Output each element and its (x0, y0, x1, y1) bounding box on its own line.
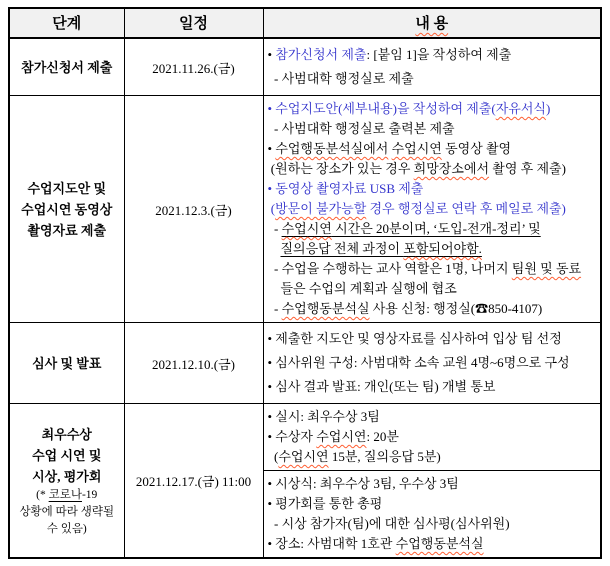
text-segment: ( (267, 201, 276, 216)
text-segment: 사용 신청: 행정실(☎850-4107) (369, 301, 543, 316)
content-line (268, 159, 598, 179)
text-segment: (원하는 장소가 있는 경우 (267, 161, 414, 176)
text-segment: • 제출한 지도안 및 영상자료를 심사하여 입상 팀 선정 (267, 331, 562, 346)
table-row (9, 38, 601, 96)
content-line (268, 179, 598, 199)
text-segment: - (267, 301, 282, 316)
text-segment: 경우 행정실로 연락 후 메일로 제출) (366, 201, 566, 216)
content-line (268, 219, 598, 239)
header-content-label: 내 용 (415, 16, 449, 32)
table-row (9, 323, 601, 404)
text-segment: • 수업지도안(세부내용)을 작성하여 제출( (267, 101, 496, 116)
schedule-cell (124, 38, 263, 96)
text-segment: 희망장소에서 (413, 161, 490, 176)
header-schedule-label: 일정 (179, 16, 208, 32)
text-segment: • 실시: 최우수상 3팀 (267, 409, 380, 424)
content-block (264, 404, 601, 470)
text-segment: • 장소: 사범대학 1호관 (267, 536, 396, 551)
schedule-date: 2021.12.17.(금) 11:00 (135, 474, 252, 489)
header-row (9, 8, 601, 38)
header-stage-label: 단계 (52, 16, 82, 32)
table-row (9, 404, 601, 559)
text-segment: - 시상 참가자(팀)에 대한 심사평(심사위원) (267, 516, 510, 531)
content-line (268, 43, 598, 67)
text-segment: 수업시연 (391, 141, 442, 156)
text-segment: 수업시연 (316, 429, 367, 444)
text-segment: • 시상식: 최우수상 3팀, 우수상 3팀 (267, 476, 459, 491)
schedule-cell (124, 323, 263, 404)
text-segment: 들은 수업의 계획과 실행에 협조 (267, 281, 457, 296)
stage-line: 수업 시연 및 (32, 447, 102, 463)
text-segment: : [붙임 1]을 작성하여 제출 (366, 47, 512, 62)
text-segment: • 심사 결과 발표: 개인(또는 팀) 개별 통보 (267, 379, 496, 394)
stage-line: 최우수상 (41, 426, 92, 442)
text-segment: 상황에 따라 생략될 (19, 505, 115, 518)
text-segment: 수업행동분석실 (281, 301, 370, 316)
stage-cell (9, 404, 124, 559)
text-segment: • 평가회를 통한 총평 (267, 496, 383, 511)
text-segment: 수업행동분석실에서 (275, 141, 389, 156)
text-segment: 코로나 (48, 488, 82, 501)
content-line (268, 327, 598, 351)
content-block (264, 39, 601, 95)
content-line (268, 427, 598, 447)
text-segment: 15분, 질의응답 5분) (328, 449, 441, 464)
stage-note-line (11, 487, 123, 504)
text-segment: 질의응답 전체 과정이 (280, 241, 404, 256)
text-segment: 수업시연 (281, 221, 332, 236)
stage-cell (9, 96, 124, 323)
schedule-table (8, 7, 602, 559)
text-segment: 자유서식 (495, 101, 546, 116)
content-line (268, 299, 598, 319)
text-segment: 수 있음) (46, 522, 87, 535)
text-segment: - (267, 221, 282, 236)
schedule-date: 2021.12.10.(금) (152, 356, 235, 372)
table-row (9, 96, 601, 323)
content-line (268, 67, 598, 91)
stage-note-line (11, 504, 123, 521)
content-line (268, 239, 598, 259)
content-line (268, 494, 598, 514)
text-segment: • 동영상 촬영자료 USB 제출 (267, 181, 424, 196)
content-line (268, 375, 598, 399)
text-segment: - 사범대학 행정실로 제출 (267, 71, 414, 86)
text-segment: (* (36, 488, 49, 501)
content-line (268, 199, 598, 219)
text-segment: 수업행동분석실 (395, 536, 484, 551)
content-block (264, 96, 601, 322)
text-segment (282, 221, 332, 236)
table-body (9, 38, 601, 558)
stage-line: 심사 및 발표 (32, 355, 102, 371)
content-line (268, 351, 598, 375)
content-line (268, 119, 598, 139)
text-segment: : 20분 (366, 429, 399, 444)
content-line (268, 514, 598, 534)
text-segment: 시간은 20분이며, ‘도입-전개-정리’ 및 (331, 221, 541, 236)
stage-line: 시상, 평가회 (32, 468, 102, 484)
content-block (264, 323, 601, 403)
text-segment: • 심사위원 구성: 사범대학 소속 교원 4명~6명으로 구성 (267, 355, 570, 370)
stage-line: 수업지도안 및 (27, 180, 107, 196)
header-schedule (124, 8, 263, 38)
content-line (268, 447, 598, 467)
text-segment (403, 241, 482, 256)
text-segment: • (267, 141, 276, 156)
stage-cell (9, 323, 124, 404)
text-segment: • 수상자 (267, 429, 317, 444)
content-cell (263, 96, 601, 323)
text-segment: 촬영 후 제출) (489, 161, 566, 176)
content-line (268, 259, 598, 279)
content-cell (263, 404, 601, 559)
content-cell (263, 323, 601, 404)
text-segment: 팀원 및 동료 (511, 261, 582, 276)
schedule-cell (124, 404, 263, 559)
stage-cell (9, 38, 124, 96)
schedule-date: 2021.12.3.(금) (155, 202, 232, 218)
stage-line: 촬영자료 제출 (27, 222, 107, 238)
content-line (268, 534, 598, 554)
text-segment: 포함되어야함. (403, 241, 482, 256)
text-segment: ( (267, 449, 279, 464)
text-segment (268, 241, 281, 256)
text-segment: - 사범대학 행정실로 출력본 제출 (267, 121, 455, 136)
schedule-cell (124, 96, 263, 323)
stage-note-line (11, 521, 123, 538)
text-segment: 방문이 불가능할 (275, 201, 367, 216)
text-segment: ) (545, 101, 551, 116)
text-segment: 참가신청서 제출 (275, 47, 367, 62)
content-cell (263, 38, 601, 96)
text-segment: 동영상 촬영 (441, 141, 512, 156)
header-stage (9, 8, 124, 38)
text-segment: -19 (81, 488, 98, 501)
text-segment: 수업시연 (278, 449, 329, 464)
content-line (268, 474, 598, 494)
stage-line: 참가신청서 제출 (21, 59, 113, 75)
content-line (268, 407, 598, 427)
content-line (268, 279, 598, 299)
text-segment: • (267, 47, 276, 62)
schedule-date: 2021.11.26.(금) (152, 60, 235, 76)
content-line (268, 99, 598, 119)
content-line (268, 139, 598, 159)
header-content (263, 8, 601, 38)
text-segment: - 수업을 수행하는 교사 역할은 1명, 나머지 (267, 261, 512, 276)
stage-line: 수업시연 동영상 (21, 201, 113, 217)
